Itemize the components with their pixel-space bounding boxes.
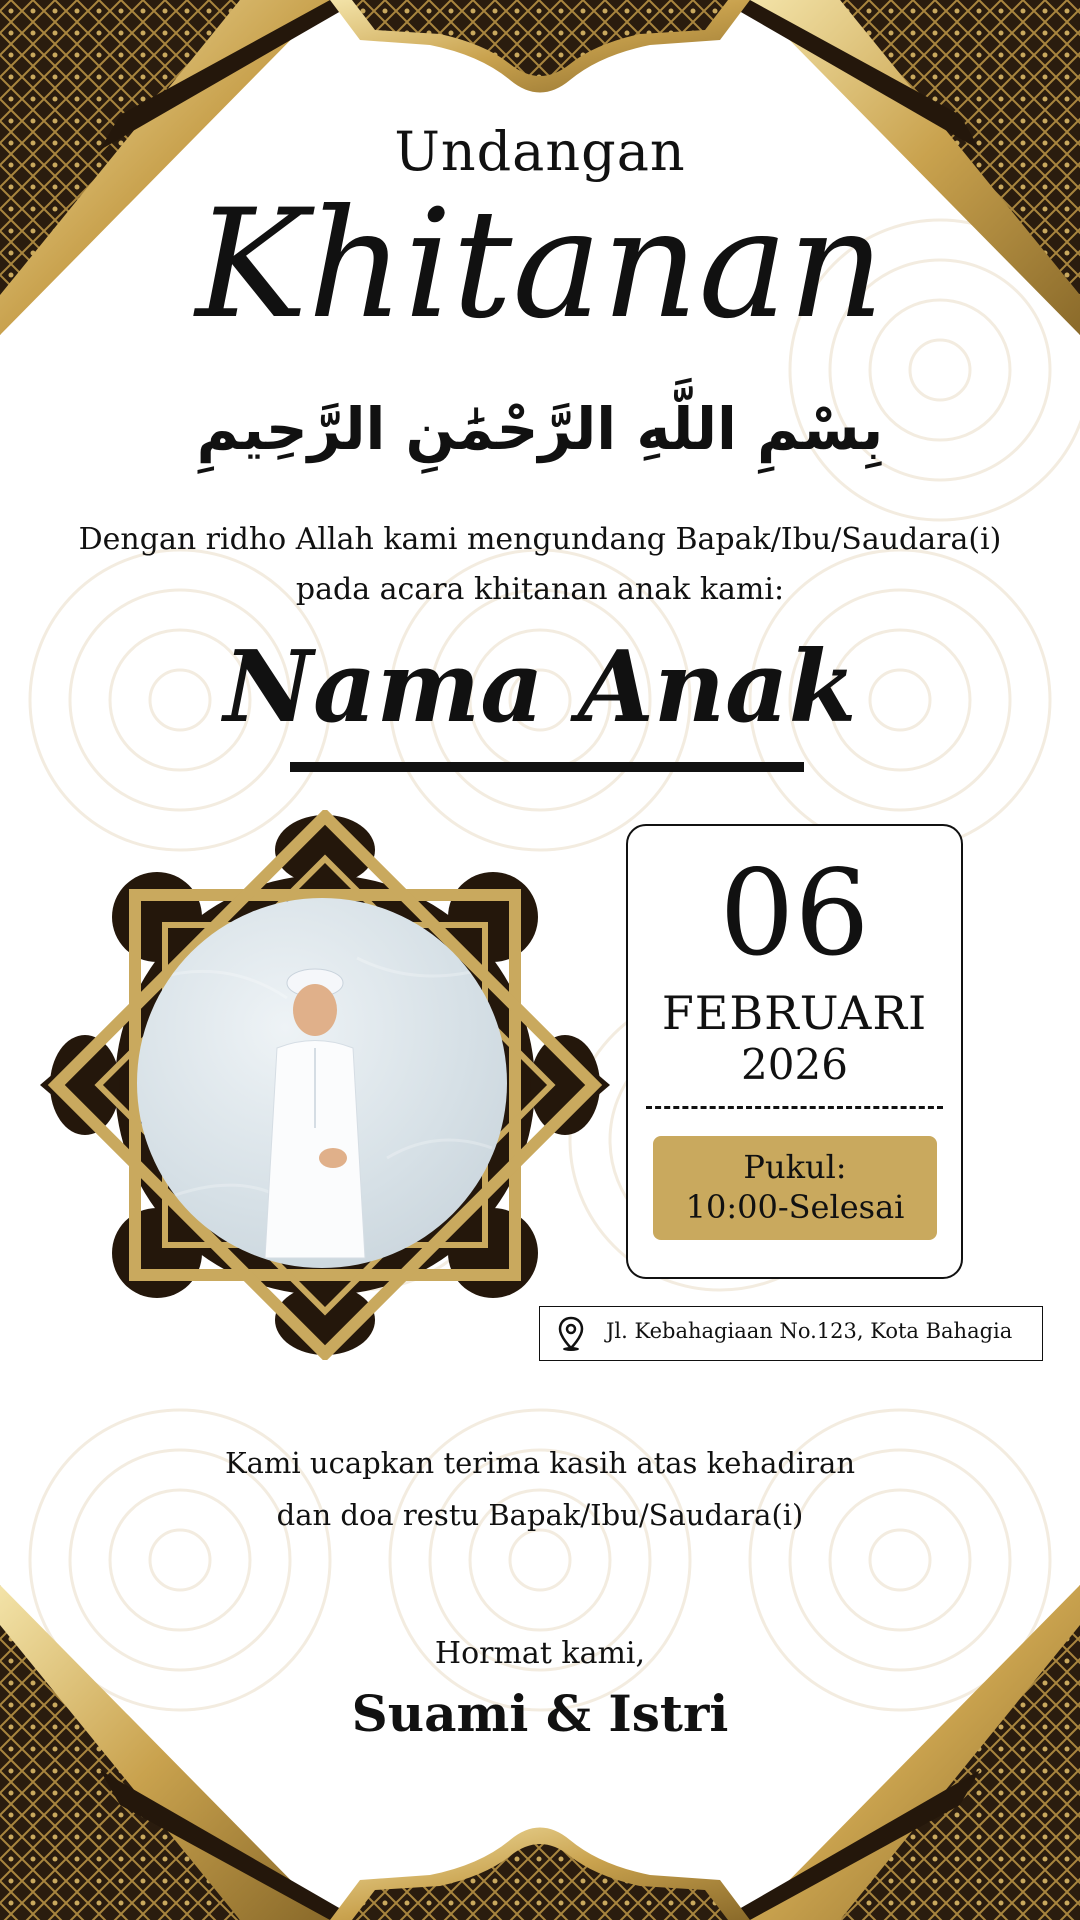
child-figure-illustration xyxy=(137,898,507,1268)
date-divider xyxy=(646,1106,943,1109)
thanks-text xyxy=(60,1437,1020,1541)
title-undangan: Undangan xyxy=(394,120,686,183)
child-name: Nama Anak xyxy=(223,630,857,745)
date-card xyxy=(626,824,963,1279)
regards-text: Hormat kami, xyxy=(434,1636,646,1671)
event-day: 06 xyxy=(719,844,870,982)
thanks-line-1: Kami ucapkan terima kasih atas kehadiran xyxy=(224,1446,856,1480)
child-photo xyxy=(137,898,507,1268)
address-box xyxy=(539,1306,1043,1361)
title-khitanan: Khitanan xyxy=(195,178,885,352)
event-month: FEBRUARI xyxy=(661,986,928,1040)
intro-line-2: pada acara khitanan anak kami: xyxy=(295,572,785,607)
location-pin-icon xyxy=(556,1316,586,1352)
event-year: 2026 xyxy=(741,1040,848,1089)
signers-name: Suami & Istri xyxy=(351,1684,729,1743)
time-value: 10:00-Selesai xyxy=(685,1188,905,1226)
basmalah-calligraphy: بِسْمِ اللَّهِ الرَّحْمَٰنِ الرَّحِيمِ xyxy=(196,395,884,463)
intro-line-1: Dengan ridho Allah kami mengundang Bapak/Ibu/Saudara(i) xyxy=(78,522,1002,557)
intro-text xyxy=(60,515,1020,615)
name-underline xyxy=(290,762,804,772)
time-badge xyxy=(653,1136,937,1240)
thanks-line-2: dan doa restu Bapak/Ibu/Saudara(i) xyxy=(276,1498,804,1532)
time-label: Pukul: xyxy=(743,1148,847,1186)
event-address: Jl. Kebahagiaan No.123, Kota Bahagia xyxy=(606,1319,1013,1343)
